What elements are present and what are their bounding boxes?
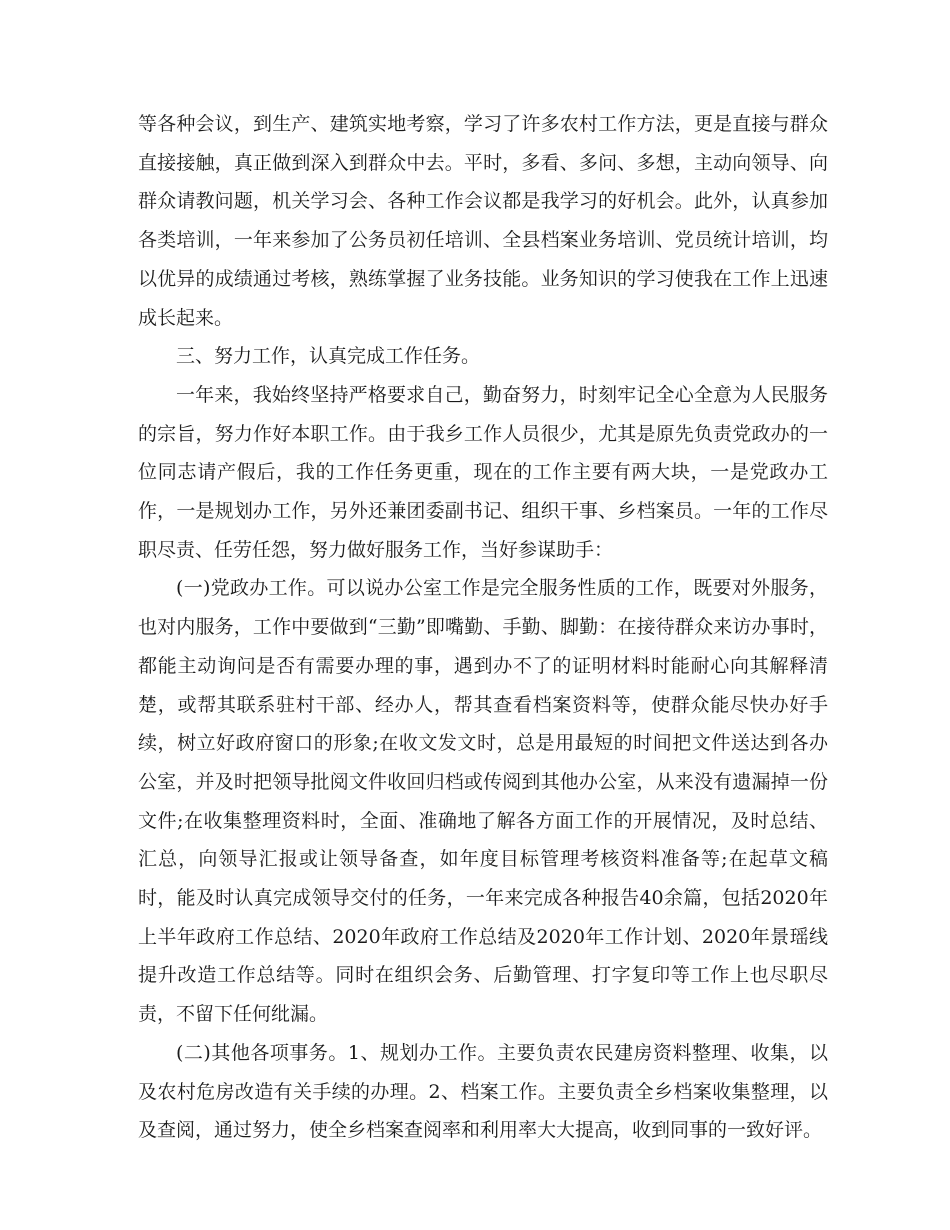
paragraph-work-overview: 一年来，我始终坚持严格要求自己，勤奋努力，时刻牢记全心全意为人民服务的宗旨，努力作好本职工作。由于我乡工作人员很少，尤其是原先负责党政办的一位同志请产假后，我的工作任务更重，现在的工作主要有两大块，一是党政办工作，一是规划办工作，另外还兼团委副书记、组织干事、乡档案员。一年的工作尽职尽责、任劳任怨，努力做好服务工作，当好参谋助手： [138,383,828,561]
paragraph-party-office-work: (一)党政办工作。可以说办公室工作是完全服务性质的工作，既要对外服务，也对内服务，工作中要做到“三勤”即嘴勤、手勤、脚勤：在接待群众来访办事时，都能主动询问是否有需要办理的事，遇到办不了的证明材料时能耐心向其解释清楚，或帮其联系驻村干部、经办人，帮其查看档案资料等，使群众能尽快办好手续，树立好政府窗口的形象;在收文发文时，总是用最短的时间把文件送达到各办公室，并及时把领导批阅文件收回归档或传阅到其他办公室，从来没有遗漏掉一份文件;在收集整理资料时，全面、准确地了解各方面工作的开展情况，及时总结、汇总，向领导汇报或让领导备查，如年度目标管理考核资料准备等;在起草文稿时，能及时认真完成领导交付的任务，一年来完成各种报告40余篇，包括2020年上半年政府工作总结、2020年政府工作总结及2020年工作计划、2020年景瑶线提升改造工作总结等。同时在组织会务、后勤管理、打字复印等工作上也尽职尽责，不留下任何纰漏。 [138,577,828,1026]
document-page [138,105,828,1150]
paragraph-other-affairs: (二)其他各项事务。1、规划办工作。主要负责农民建房资料整理、收集，以及农村危房改造有关手续的办理。2、档案工作。主要负责全乡档案收集整理，以及查阅，通过努力，使全乡档案查阅率和利用率大大提高，收到同事的一致好评。 [138,1041,828,1142]
paragraph-continuation: 等各种会议，到生产、建筑实地考察，学习了许多农村工作方法，更是直接与群众直接接触，真正做到深入到群众中去。平时，多看、多问、多想，主动向领导、向群众请教问题，机关学习会、各种工作会议都是我学习的好机会。此外，认真参加各类培训，一年来参加了公务员初任培训、全县档案业务培训、党员统计培训，均以优异的成绩通过考核，熟练掌握了业务技能。业务知识的学习使我在工作上迅速成长起来。 [138,113,828,329]
section-heading: 三、努力工作，认真完成工作任务。 [176,345,481,368]
